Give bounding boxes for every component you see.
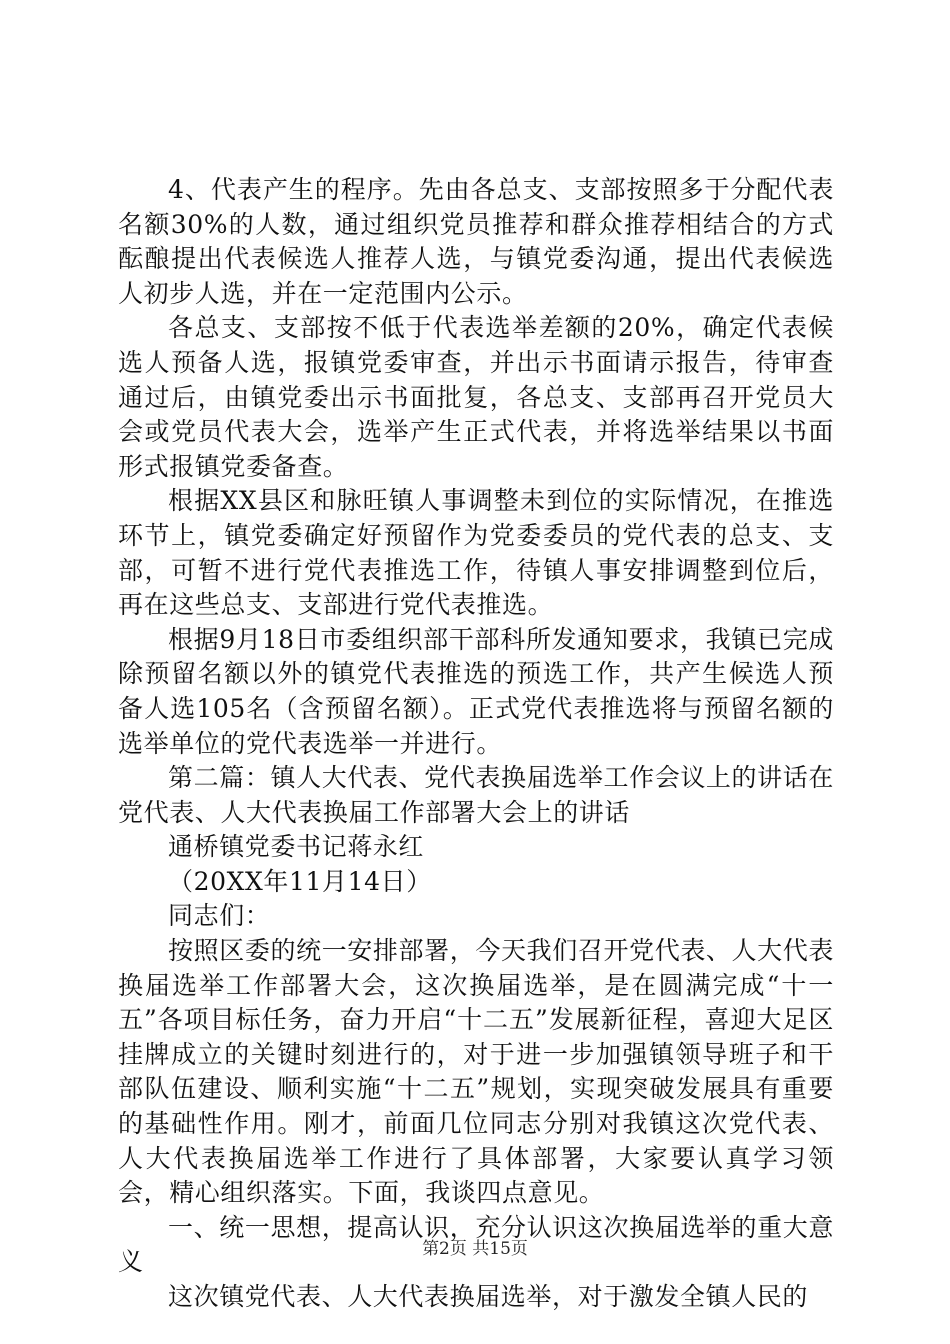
heading-point-one: 一、统一思想，提高认识，充分认识这次换届选举的重大意义 bbox=[118, 1212, 834, 1277]
paragraph-speech-opening: 按照区委的统一安排部署，今天我们召开党代表、人大代表换届选举工作部署大会，这次换届选举，是在圆满完成“十一五”各项目标任务，奋力开启“十二五”发展新征程，喜迎大足区挂牌成立的关键时刻进行的，对于进一步加强镇领导班子和干部队伍建设、顺利实施“十二五”规划，实现突破发展具有重要的基础性作用。刚才，前面几位同志分别对我镇这次党代表、人大代表换届选举工作进行了具体部署，大家要认真学习领会，精心组织落实。下面，我谈四点意见。 bbox=[118, 936, 834, 1208]
paragraph-preliminary-candidates: 各总支、支部按不低于代表选举差额的20%，确定代表候选人预备人选，报镇党委审查，并出示书面请示报告，待审查通过后，由镇党委出示书面批复，各总支、支部再召开党员大会或党员代表大会，选举产生正式代表，并将选举结果以书面形式报镇党委备查。 bbox=[118, 313, 834, 481]
speaker-line: 通桥镇党委书记蒋永红 bbox=[168, 832, 425, 862]
document-body bbox=[118, 173, 834, 1315]
paragraph-personnel-adjustment: 根据XX县区和脉旺镇人事调整未到位的实际情况，在推选环节上，镇党委确定好预留作为党委委员的党代表的总支、支部，可暂不进行党代表推选工作，待镇人事安排调整到位后，再在这些总支、支部进行党代表推选。 bbox=[118, 486, 834, 620]
salutation: 同志们： bbox=[168, 901, 271, 931]
paragraph-point-one-start: 这次镇党代表、人大代表换届选举，对于激发全镇人民的 bbox=[168, 1282, 809, 1311]
paragraph-procedure: 4、代表产生的程序。先由各总支、支部按照多于分配代表名额30%的人数，通过组织党员推荐和群众推荐相结合的方式酝酿提出代表候选人推荐人选，与镇党委沟通，提出代表候选人初步人选，并在一定范围内公示。 bbox=[118, 175, 834, 308]
paragraph-notice-requirements: 根据9月18日市委组织部干部科所发通知要求，我镇已完成除预留名额以外的镇党代表推选的预选工作，共产生候选人预备人选105名（含预留名额）。正式党代表推选将与预留名额的选举单位的党代表选举一并进行。 bbox=[118, 624, 834, 758]
section-heading-part-two: 第二篇：镇人大代表、党代表换届选举工作会议上的讲话在党代表、人大代表换届工作部署大会上的讲话 bbox=[118, 763, 834, 827]
date-line: （20XX年11月14日） bbox=[168, 866, 432, 896]
page-footer: 第2页 共15页 bbox=[422, 1239, 528, 1259]
